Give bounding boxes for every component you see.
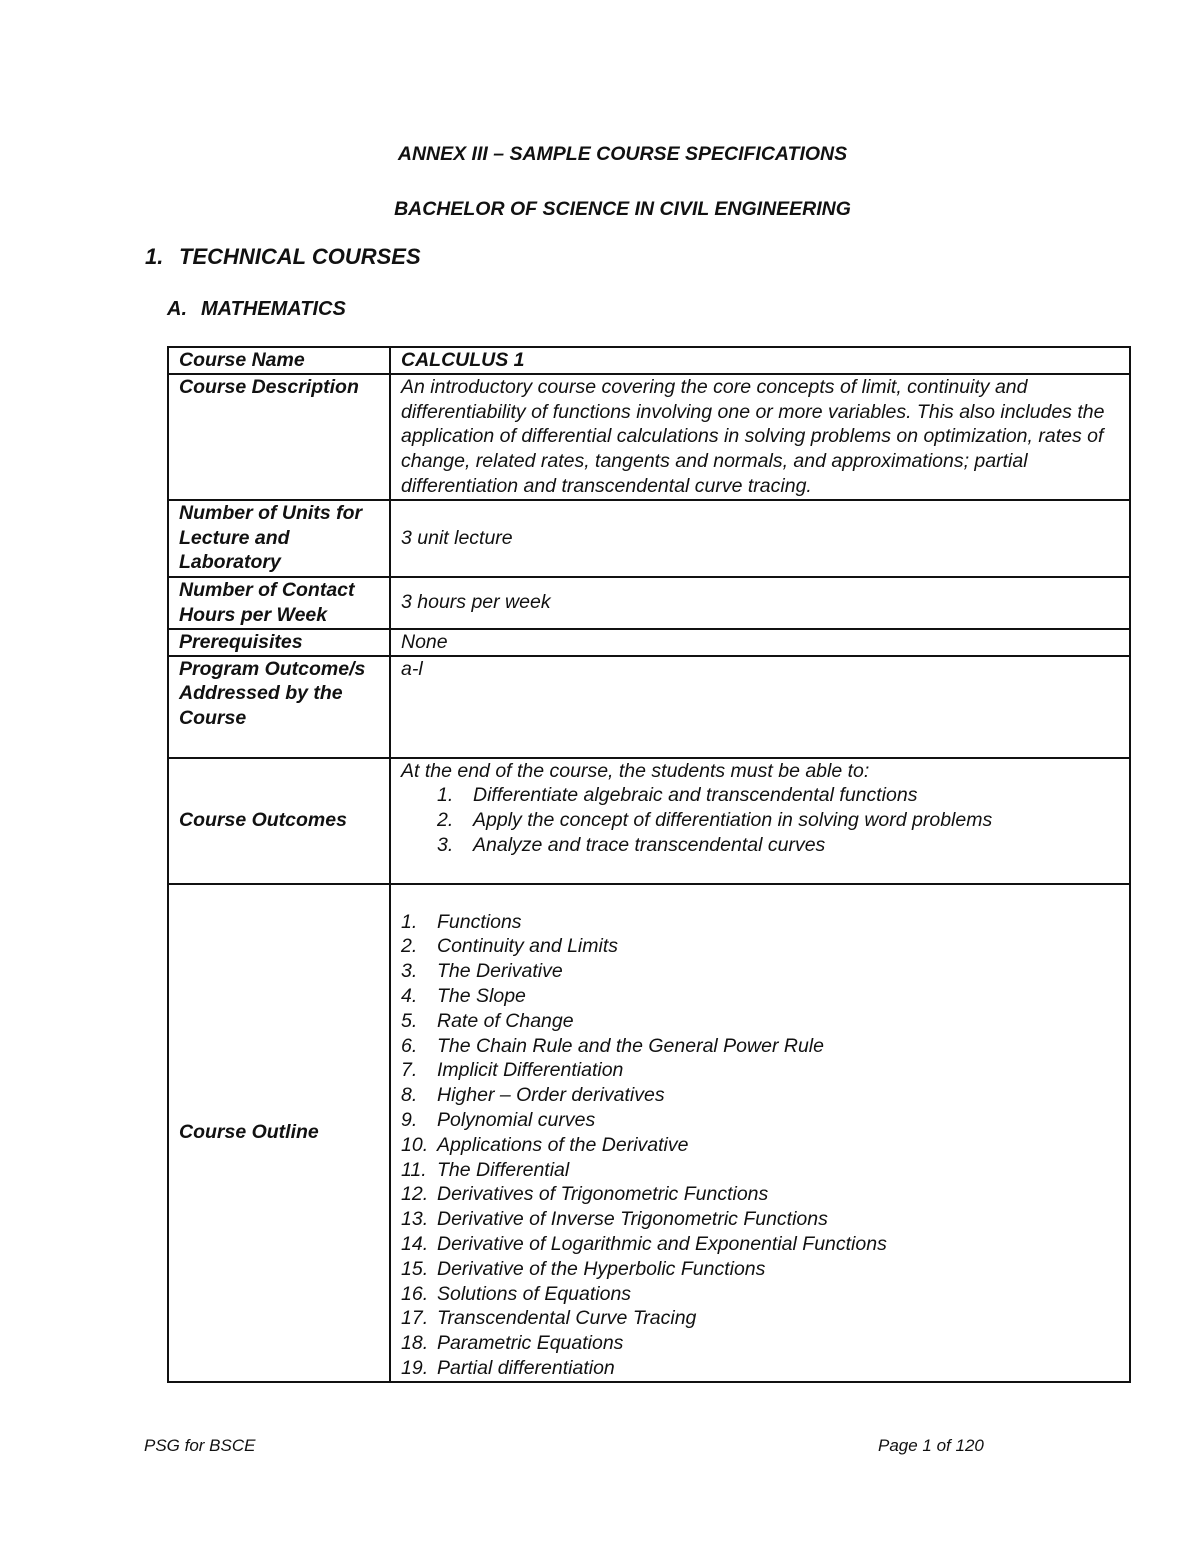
list-item-number: 1. [437,784,454,807]
list-item [401,1158,1119,1183]
list-item-number: 1. [401,910,418,933]
outline-spacer [401,885,1119,910]
list-item-text: Parametric Equations [437,1332,624,1355]
list-item [401,1232,1119,1257]
list-item-text: Rate of Change [437,1009,574,1032]
list-item-number: 19. [401,1356,429,1379]
table-row [168,577,1130,629]
list-item-number: 3. [437,833,454,856]
course-outline-label: Course Outline [168,884,390,1382]
course-spec-table [167,346,1131,1383]
prerequisites-label: Prerequisites [168,629,390,656]
list-item-number: 3. [401,960,418,983]
list-item-number: 8. [401,1084,418,1107]
annex-title: ANNEX III – SAMPLE COURSE SPECIFICATIONS [397,143,848,165]
list-item-number: 5. [401,1009,418,1032]
list-item-text: Apply the concept of differentiation in solving word problems [473,809,993,832]
list-item-text: Solutions of Equations [437,1282,632,1305]
table-row [168,347,1130,374]
course-name-value: CALCULUS 1 [390,347,1130,374]
list-item-text: Higher – Order derivatives [437,1084,665,1107]
list-item-number: 14. [401,1232,429,1255]
program-title: BACHELOR OF SCIENCE IN CIVIL ENGINEERING [394,198,851,220]
list-item-text: Derivative of the Hyperbolic Functions [437,1257,766,1280]
list-item-text: The Differential [437,1158,570,1181]
list-item-number: 6. [401,1034,418,1057]
list-item [401,1356,1119,1381]
list-item-number: 7. [401,1059,418,1082]
units-value: 3 unit lecture [390,500,1130,577]
table-row [168,884,1130,1382]
table-row [168,374,1130,500]
list-item-text: Transcendental Curve Tracing [437,1307,697,1330]
list-item [401,1306,1119,1331]
list-item [401,1207,1119,1232]
list-item [437,833,1119,858]
list-item [401,1182,1119,1207]
section-number: 1. [145,244,164,269]
list-item-number: 15. [401,1257,429,1280]
subsection-title: MATHEMATICS [201,298,346,320]
table-row [168,500,1130,577]
list-item [401,1009,1119,1034]
units-label: Number of Units for Lecture and Laboratory [168,500,390,577]
list-item [401,1133,1119,1158]
list-item-number: 2. [401,935,418,958]
list-item [437,808,1119,833]
section-heading [145,244,421,270]
list-item-number: 4. [401,984,418,1007]
list-item-text: The Derivative [437,960,563,983]
list-item-text: Continuity and Limits [437,935,619,958]
list-item-text: Functions [437,910,522,933]
list-item-text: Applications of the Derivative [437,1133,689,1156]
list-item-text: Differentiate algebraic and transcendental functions [473,784,918,807]
list-item-number: 9. [401,1108,418,1131]
list-item [401,1083,1119,1108]
list-item-number: 18. [401,1332,429,1355]
course-description-label: Course Description [168,374,390,500]
hours-label: Number of Contact Hours per Week [168,577,390,629]
course-outcomes-label: Course Outcomes [168,758,390,884]
subsection-letter: A. [167,298,187,320]
list-item-text: Partial differentiation [437,1356,615,1379]
list-item-number: 17. [401,1307,429,1330]
list-item-text: Polynomial curves [437,1108,596,1131]
subsection-heading [167,298,346,321]
program-outcomes-value: a-l [390,656,1130,758]
course-outcomes-intro: At the end of the course, the students must be able to: [401,759,870,782]
list-item [401,1331,1119,1356]
list-item-number: 13. [401,1208,429,1231]
list-item-number: 12. [401,1183,429,1206]
list-item [401,910,1119,935]
list-item-text: Derivative of Inverse Trigonometric Functions [437,1208,828,1231]
list-item-text: Derivative of Logarithmic and Exponential Functions [437,1232,887,1255]
course-outcomes-cell [390,758,1130,884]
list-item [401,934,1119,959]
table-row [168,758,1130,884]
list-item [401,1282,1119,1307]
list-item [401,1034,1119,1059]
list-item [401,959,1119,984]
footer-left: PSG for BSCE [144,1436,256,1455]
program-outcomes-label: Program Outcome/s Addressed by the Course [168,656,390,758]
section-title: TECHNICAL COURSES [179,244,421,269]
list-item-text: Analyze and trace transcendental curves [473,833,826,856]
list-item [401,1108,1119,1133]
prerequisites-value: None [390,629,1130,656]
list-item-text: Implicit Differentiation [437,1059,624,1082]
list-item [401,984,1119,1009]
course-name-label: Course Name [168,347,390,374]
list-item [401,1058,1119,1083]
list-item-number: 2. [437,809,454,832]
list-item [401,1257,1119,1282]
course-outline-cell [390,884,1130,1382]
list-item-number: 16. [401,1282,429,1305]
list-item-text: The Chain Rule and the General Power Rule [437,1034,824,1057]
course-outcomes-list [401,783,1119,857]
list-item-number: 11. [401,1158,427,1181]
list-item [437,783,1119,808]
list-item-text: Derivatives of Trigonometric Functions [437,1183,769,1206]
course-outline-list [401,910,1119,1381]
list-item-text: The Slope [437,984,526,1007]
footer-right: Page 1 of 120 [878,1436,984,1455]
course-description-value: An introductory course covering the core concepts of limit, continuity and differentiability of functions involving one or more variables. This also includes the application of differential calculations in solving problems on optimization, rates of change, related rates, tangents and normals, and approximations; partial differentiation and transcendental curve tracing. [390,374,1130,500]
list-item-number: 10. [401,1133,429,1156]
table-row [168,629,1130,656]
hours-value: 3 hours per week [390,577,1130,629]
table-row [168,656,1130,758]
